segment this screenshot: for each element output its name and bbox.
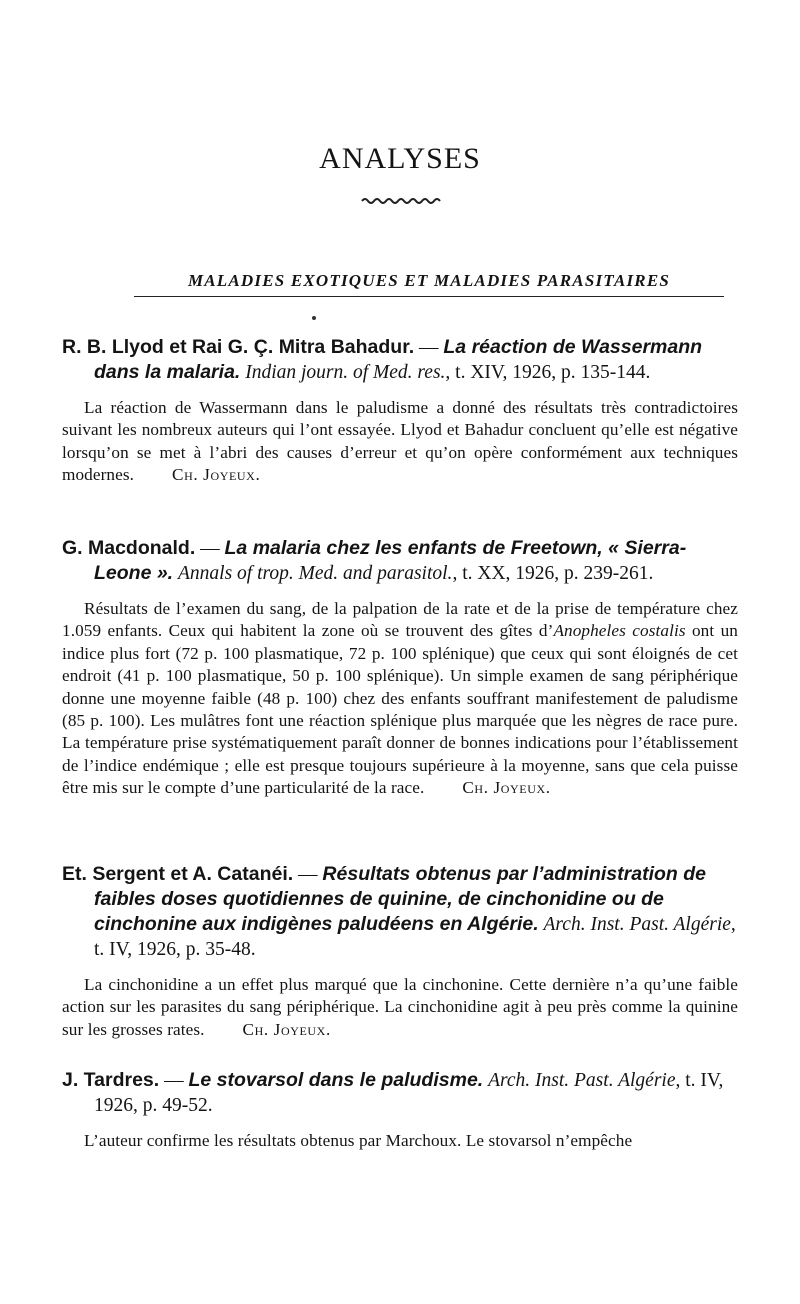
entry-title: Le stovarsol dans le paludisme. xyxy=(188,1069,484,1091)
section-heading: MALADIES EXOTIQUES ET MALADIES PARASITAIRES xyxy=(187,271,671,290)
citation xyxy=(62,1068,738,1118)
entry-title: Résultats obtenus par l’administration de faibles doses quotidiennes de quinine, de cinchonidine ou de cinchonine aux indigènes paludéens en Algérie. xyxy=(94,863,706,935)
entry-title: La réaction de Wassermann dans la malaria. xyxy=(94,336,703,383)
entry-title: La malaria chez les enfants de Freetown, « Sierra-Leone ». xyxy=(94,537,687,584)
section-rule xyxy=(134,296,724,297)
entry-source-details: , t. XIV, 1926, p. 135-144. xyxy=(445,362,651,383)
entry-signature: Ch. Joyeux. xyxy=(462,778,551,798)
citation xyxy=(62,335,738,385)
entry-abstract xyxy=(62,1130,738,1152)
entry-abstract xyxy=(62,397,738,487)
entry-source-details: , t. IV, 1926, p. 49-52. xyxy=(94,1070,724,1116)
entry-author: J. Tardres. xyxy=(62,1069,160,1091)
citation xyxy=(62,536,738,586)
title-ornament xyxy=(360,196,444,206)
citation xyxy=(62,862,738,962)
abstract-text: La cinchonidine a un effet plus marqué que la cinchonine. Cette dernière n’a qu’une faible action sur les parasites du sang périphérique. La cinchonidine agit à peu près comme la quinine sur les grosses rates. xyxy=(62,975,738,1039)
entry-author: G. Macdonald. xyxy=(62,537,196,559)
entry-dash: — xyxy=(195,538,225,559)
entry-dash: — xyxy=(293,864,323,885)
entry-journal: Arch. Inst. Past. Algérie xyxy=(543,914,731,935)
entry-abstract xyxy=(62,974,738,1041)
entry-abstract xyxy=(62,598,738,800)
abstract-text: Résultats de l’examen du sang, de la palpation de la rate et de la prise de température chez 1.059 enfants. Ceux qui habitent la zone où se trouvent des gîtes d’ xyxy=(62,599,738,641)
analysis-entry xyxy=(62,1068,738,1152)
entry-journal: Annals of trop. Med. and parasitol. xyxy=(177,563,453,584)
entry-dash: — xyxy=(414,337,444,358)
entry-signature: Ch. Joyeux. xyxy=(242,1019,331,1039)
entry-source-details: , t. IV, 1926, p. 35-48. xyxy=(94,914,736,960)
abstract-text: ont un indice plus fort (72 p. 100 plasmatique, 72 p. 100 splénique) que ceux qui sont éloignés de cet endroit (41 p. 100 plasmatique, 50 p. 100 splénique). Un simple examen de sang périphérique donne une moyenne faible (48 p. 100) chez des enfants souffrant manifestement de paludisme (85 p. 100). Les mulâtres font une réaction splénique plus marquée que les nègres de race pure. La température prise systématiquement paraît donner de bonnes indications pour l’établissement de l’indice endémique ; elle est presque toujours supérieure à la moyenne, sans que cela puisse être mis sur le compte d’une particularité de la race. xyxy=(62,621,738,798)
page-title: ANALYSES xyxy=(319,142,481,175)
entry-author: Et. Sergent et A. Catanéi. xyxy=(62,863,294,885)
print-dot xyxy=(312,316,316,320)
analysis-entry xyxy=(62,862,738,1041)
analysis-entry xyxy=(62,536,738,800)
species-name: Anopheles costalis xyxy=(553,621,686,641)
entry-source-details: , t. XX, 1926, p. 239-261. xyxy=(452,563,654,584)
entry-dash: — xyxy=(159,1070,189,1091)
abstract-text: L’auteur confirme les résultats obtenus par Marchoux. Le stovarsol n’empêche xyxy=(84,1131,633,1150)
entry-author: R. B. Llyod et Rai G. Ç. Mitra Bahadur. xyxy=(62,336,415,358)
entry-journal: Indian journ. of Med. res. xyxy=(245,362,446,383)
entry-signature: Ch. Joyeux. xyxy=(172,465,261,485)
entry-journal: Arch. Inst. Past. Algérie xyxy=(488,1070,676,1091)
abstract-text: La réaction de Wassermann dans le paludisme a donné des résultats très contradictoires suivant les nombreux auteurs qui l’ont essayée. Llyod et Bahadur concluent qu’elle est négative lorsqu’on se met à l’abri des causes d’erreur et qu’on opère conformément aux techniques modernes. xyxy=(62,398,738,485)
analysis-entry xyxy=(62,335,738,487)
